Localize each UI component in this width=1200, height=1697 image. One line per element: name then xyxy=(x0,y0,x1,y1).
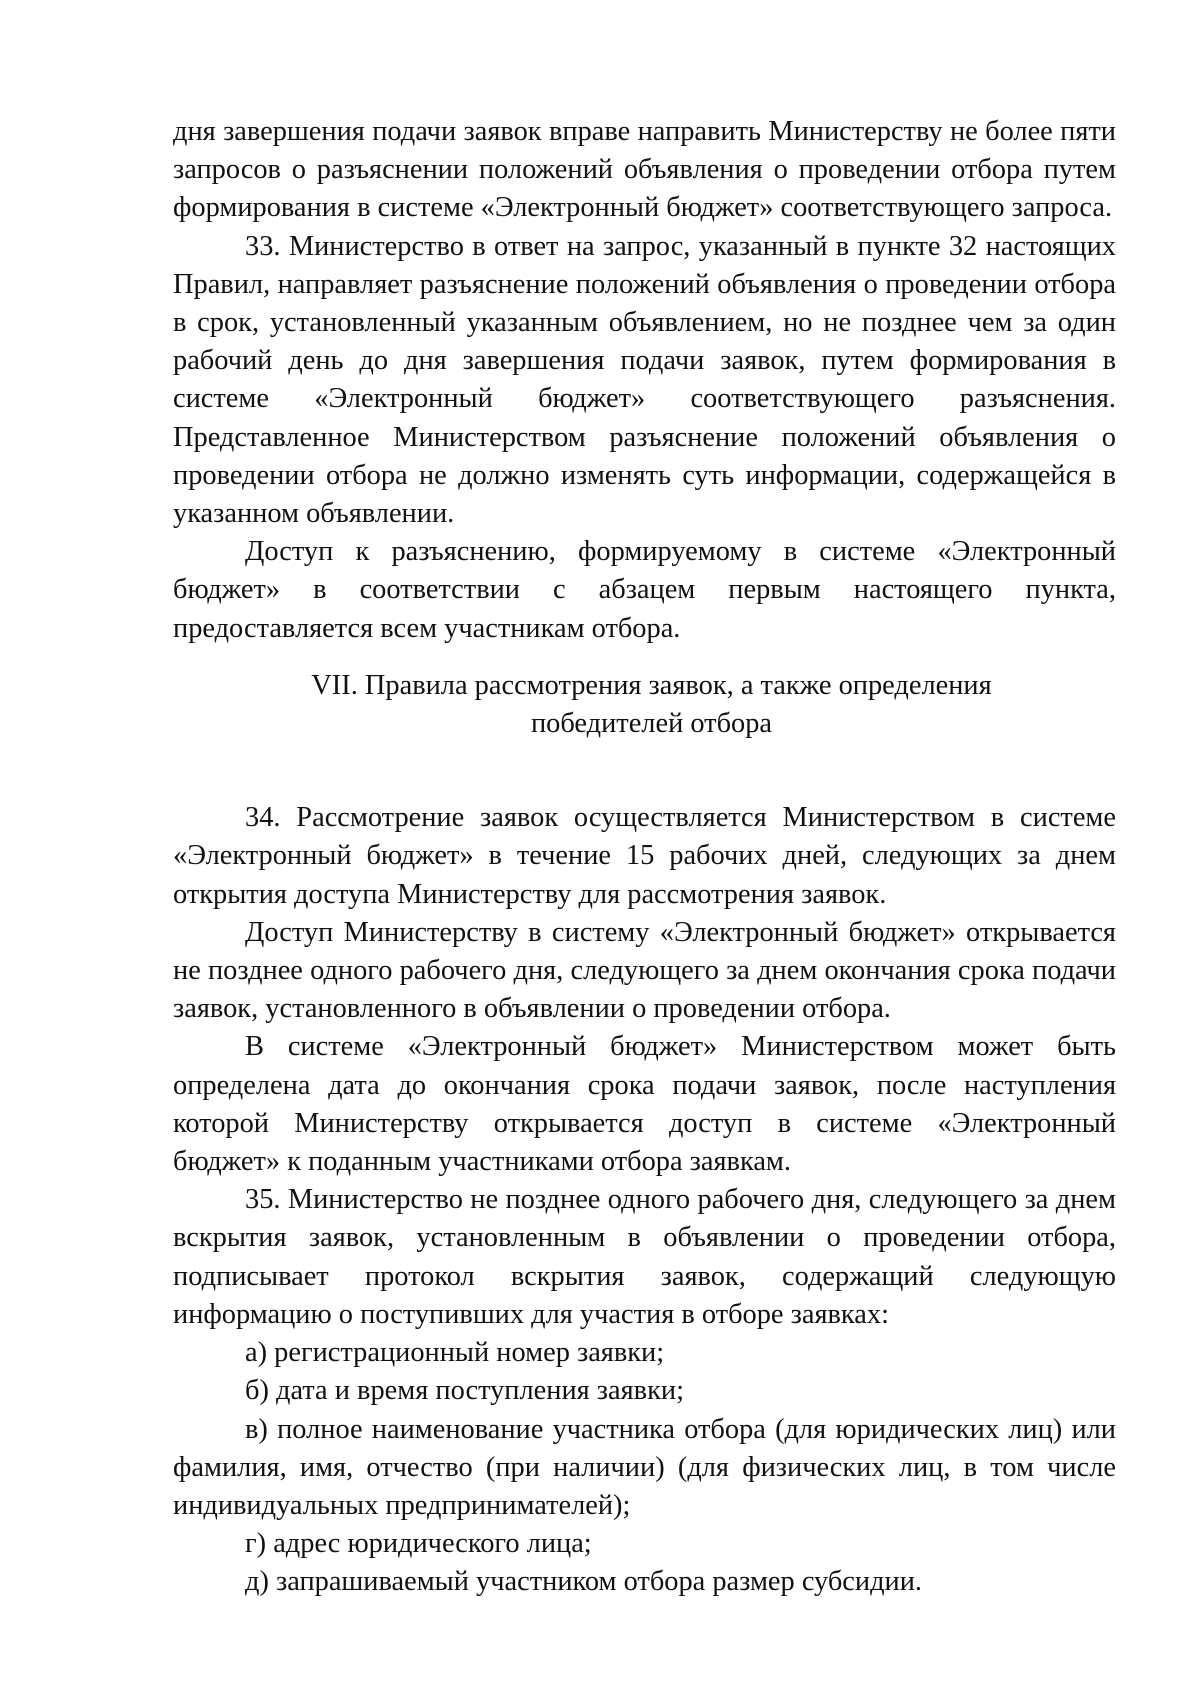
paragraph-34: 34. Рассмотрение заявок осуществляется Министерством в системе «Электронный бюджет» в течение 15 рабочих дней, следующих за днем открытия доступа Министерству для рассмотрения заявок. xyxy=(173,802,1116,910)
paragraph-33: 33. Министерство в ответ на запрос, указанный в пункте 32 настоящих Правил, направляет разъяснение положений объявления о проведении отбора в срок, установленный указанным объявлением, но не позднее чем за один рабочий день до дня завершения подачи заявок, путем формирования в системе «Электронный бюджет» соответствующего разъяснения. Представленное Министерством разъяснение положений объявления о проведении отбора не должно изменять суть информации, содержащейся в указанном объявлении. xyxy=(173,230,1116,530)
section-heading xyxy=(173,667,1116,743)
paragraph-34-date: В системе «Электронный бюджет» Министерством может быть определена дата до окончания срока подачи заявок, после наступления которой Министерству открывается доступ в системе «Электронный бюджет» к поданным участниками отбора заявкам. xyxy=(173,1031,1116,1178)
section-heading-line-2: победителей отбора xyxy=(530,708,773,740)
list-item-b: б) дата и время поступления заявки; xyxy=(245,1375,684,1407)
paragraph-continuation: дня завершения подачи заявок вправе направить Министерству не более пяти запросов о разъяснении положений объявления о проведении отбора путем формирования в системе «Электронный бюджет» соответствующего запроса. xyxy=(173,116,1116,224)
paragraph-34-access: Доступ Министерству в систему «Электронный бюджет» открывается не позднее одного рабочего дня, следующего за днем окончания срока подачи заявок, установленного в объявлении о проведении отбора. xyxy=(173,916,1116,1025)
list-item-a: а) регистрационный номер заявки; xyxy=(245,1337,665,1369)
paragraph-35: 35. Министерство не позднее одного рабочего дня, следующего за днем вскрытия заявок, установленным в объявлении о проведении отбора, подписывает протокол вскрытия заявок, содержащий следующую информацию о поступивших для участия в отборе заявках: xyxy=(173,1184,1116,1330)
list-item-g: г) адрес юридического лица; xyxy=(245,1528,592,1560)
list-item-d: д) запрашиваемый участником отбора размер субсидии. xyxy=(245,1566,923,1598)
paragraph-33-access: Доступ к разъяснению, формируемому в системе «Электронный бюджет» в соответствии с абзацем первым настоящего пункта, предоставляется всем участникам отбора. xyxy=(173,536,1116,644)
section-heading-line-1: VII. Правила рассмотрения заявок, а также определения xyxy=(311,669,992,701)
document-body xyxy=(173,113,1116,1602)
list-item-v: в) полное наименование участника отбора (для юридических лиц) или фамилия, имя, отчество (при наличии) (для физических лиц, в том числе индивидуальных предпринимателей); xyxy=(173,1413,1116,1521)
